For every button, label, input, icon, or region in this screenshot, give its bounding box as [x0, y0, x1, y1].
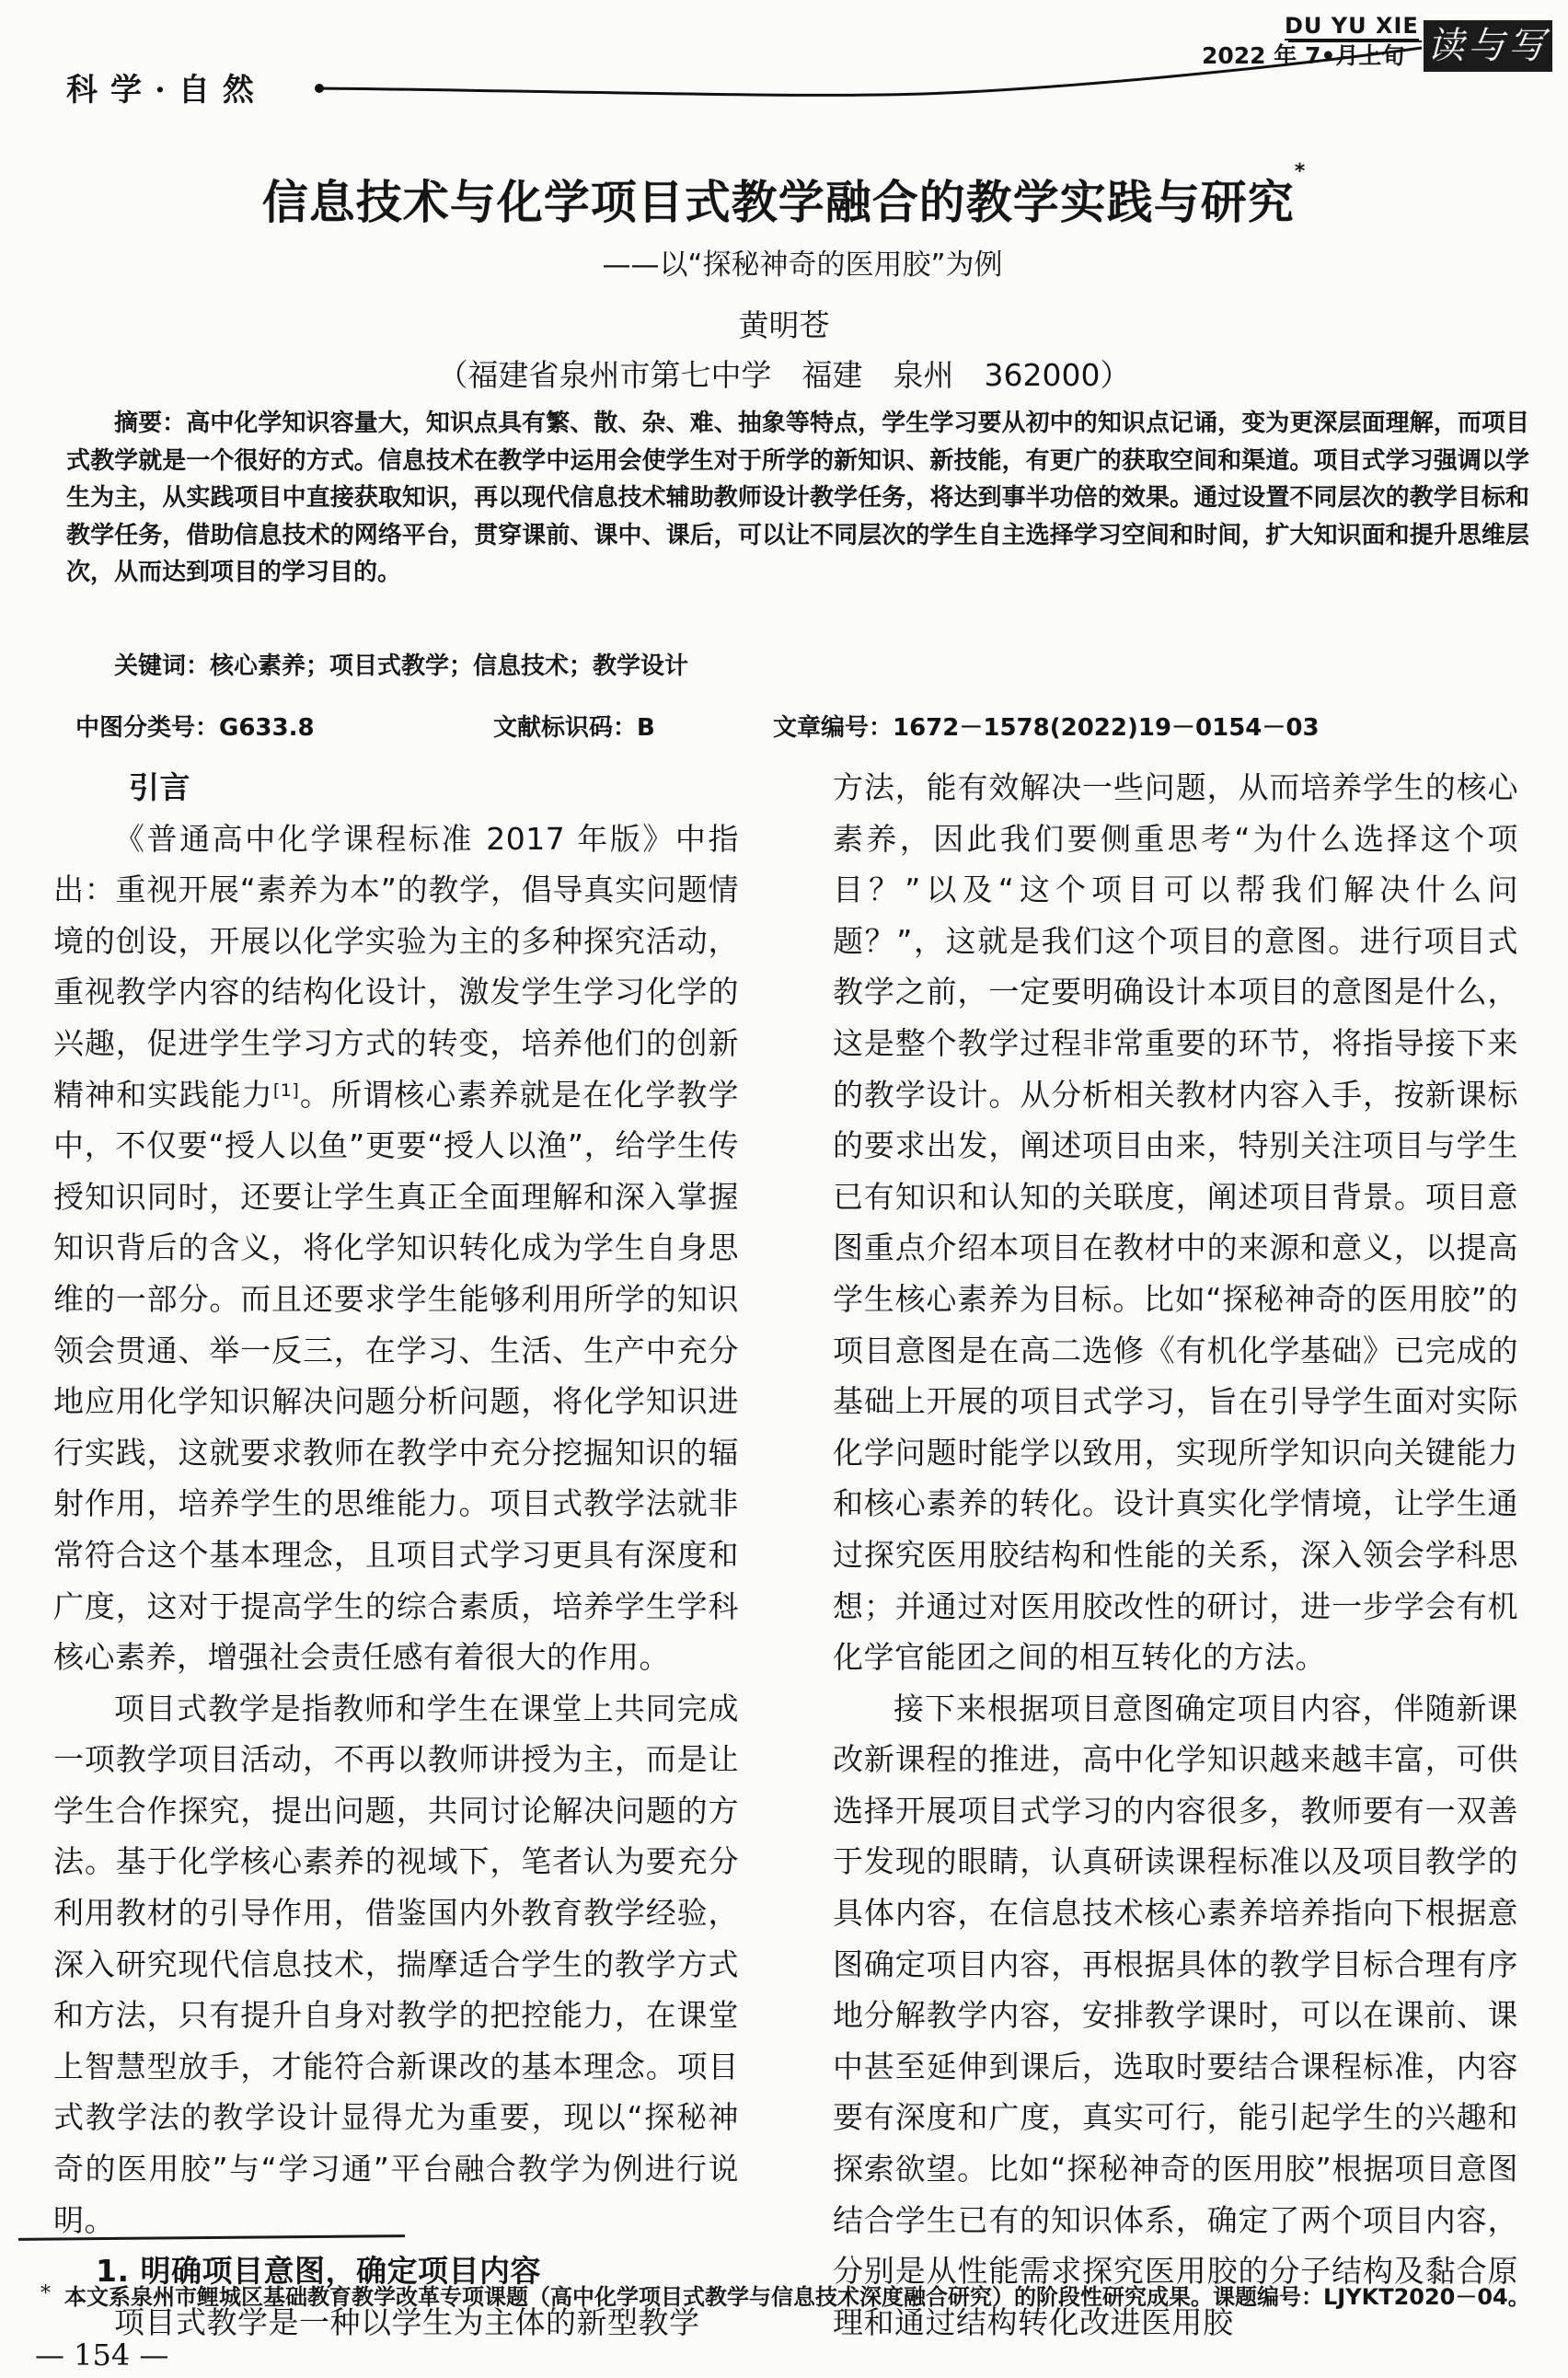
magazine-logo: 读与写: [1424, 20, 1552, 72]
abstract-text: 高中化学知识容量大，知识点具有繁、散、杂、难、抽象等特点，学生学习要从初中的知识点记诵，变为更深层面理解，而项目式教学就是一个很好的方式。信息技术在教学中运用会使学生对于所学的新知识、新技能，有更广的获取空间和渠道。项目式学习强调以学生为主，从实践项目中直接获取知识，再以现代信息技术辅助教师设计教学任务，将达到事半功倍的效果。通过设置不同层次的教学目标和教学任务，借助信息技术的网络平台，贯穿课前、课中、课后，可以让不同层次的学生自主选择学习空间和时间，扩大知识面和提升思维层次，从而达到项目的学习目的。: [66, 410, 1529, 586]
author-affiliation: （福建省泉州市第七中学 福建 泉州 362000）: [437, 357, 1131, 393]
page-number: — 154 —: [35, 2338, 169, 2372]
magazine-english-name: DU YU XIE: [1285, 13, 1419, 39]
article-title-text: 信息技术与化学项目式教学融合的教学实践与研究: [261, 176, 1295, 229]
keywords: [114, 647, 688, 681]
paragraph: 项目式教学是一种以学生为主体的新型教学: [114, 2303, 700, 2340]
citation-ref: [1]: [272, 1079, 300, 1101]
article-number: 文章编号：1672－1578(2022)19－0154－03: [773, 714, 1320, 742]
article-title: [0, 160, 1568, 232]
paragraph: 方法，能有效解决一些问题，从而培养学生的核心素养，因此我们要侧重思考“为什么选择这个项目？”以及“这个项目可以帮我们解决什么问题？”，这就是我们这个项目的意图。进行项目式教学之前，一定要明确设计本项目的意图是什么，这是整个教学过程非常重要的环节，将指导接下来的教学设计。从分析相关教材内容入手，按新课标的要求出发，阐述项目由来，特别关注项目与学生已有知识和认知的关联度，阐述项目背景。项目意图重点介绍本项目在教材中的来源和意义，以提高学生核心素养为目标。比如“探秘神奇的医用胶”的项目意图是在高二选修《有机化学基础》已完成的基础上开展的项目式学习，旨在引导学生面对实际化学问题时能学以致用，实现所学知识向关键能力和核心素养的转化。设计真实化学情境，让学生通过探究医用胶结构和性能的关系，深入领会学科思想；并通过对医用胶改性的研讨，进一步学会有机化学官能团之间的相互转化的方法。: [833, 769, 1518, 1676]
abstract: [66, 405, 1529, 592]
paragraph: [53, 814, 739, 1683]
footnote-mark: *: [40, 2282, 51, 2305]
issue-date: 2022 年 7•月上旬: [1202, 42, 1405, 69]
paragraph: 项目式教学是指教师和学生在课堂上共同完成一项教学项目活动，不再以教师讲授为主，而是让学生合作探究，提出问题，共同讨论解决问题的方法。基于化学核心素养的视域下，笔者认为要充分利用教材的引导作用，借鉴国内外教育教学经验，深入研究现代信息技术，揣摩适合学生的教学方式和方法，只有提升自身对教学的把控能力，在课堂上智慧型放手，才能符合新课改的基本理念。项目式教学法的教学设计显得尤为重要，现以“探秘神奇的医用胶”与“学习通”平台融合教学为例进行说明。: [53, 1690, 739, 2238]
left-column: [53, 762, 739, 2348]
paragraph-text: 。所谓核心素养就是在化学教学中，不仅要“授人以鱼”更要“授人以渔”，给学生传授知识同时，还要让学生真正全面理解和深入掌握知识背后的含义，将化学知识转化成为学生自身思维的一部分。而且还要求学生能够利用所学的知识领会贯通、举一反三，在学习、生活、生产中充分地应用化学知识解决问题分析问题，将化学知识进行实践，这就要求教师在教学中充分挖掘知识的辐射作用，培养学生的思维能力。项目式教学法就非常符合这个基本理念，且项目式学习更具有深度和广度，这对于提高学生的综合素质，培养学生学科核心素养，增强社会责任感有着很大的作用。: [53, 1076, 740, 1676]
keywords-label: 关键词：: [114, 652, 211, 680]
footnote: 本文系泉州市鲤城区基础教育教学改革专项课题（高中化学项目式教学与信息技术深度融合研究）的阶段性研究成果。课题编号：LJYKT2020－04。: [64, 2284, 1530, 2310]
section-heading: 1. 明确项目意图，确定项目内容: [96, 2253, 541, 2290]
title-footnote-mark: *: [1294, 160, 1307, 183]
keywords-text: 核心素养；项目式教学；信息技术；教学设计: [210, 652, 689, 680]
author-name: 黄明苍: [738, 307, 830, 343]
paragraph: 接下来根据项目意图确定项目内容，伴随新课改新课程的推进，高中化学知识越来越丰富，可供选择开展项目式学习的内容很多，教师要有一双善于发现的眼睛，认真研读课程标准以及项目教学的具体内容，在信息技术核心素养培养指向下根据意图确定项目内容，再根据具体的教学目标合理有序地分解教学内容，安排教学课时，可以在课前、课中甚至延伸到课后，选取时要结合课程标准，内容要有深度和广度，真实可行，能引起学生的兴趣和探索欲望。比如“探秘神奇的医用胶”根据项目意图结合学生已有的知识体系，确定了两个项目内容，分别是从性能需求探究医用胶的分子结构及黏合原理和通过结构转化改进医用胶: [833, 1690, 1518, 2340]
paragraph-text: 《普通高中化学课程标准 2017 年版》中指出：重视开展“素养为本”的教学，倡导真实问题情境的创设，开展以化学实验为主的多种探究活动，重视教学内容的结构化设计，激发学生学习化学的兴趣，促进学生学习方式的转变，培养他们的创新精神和实践能力: [53, 820, 739, 1113]
intro-heading: 引言: [129, 769, 190, 805]
abstract-label: 摘要：: [114, 410, 187, 437]
document-code: 文献标识码：B: [493, 714, 655, 742]
right-column: [833, 762, 1518, 2348]
section-tag: 科学·自然: [66, 72, 267, 109]
clc-number: 中图分类号：G633.8: [75, 714, 315, 742]
article-subtitle: ——以“探秘神奇的医用胶”为例: [602, 248, 1003, 282]
